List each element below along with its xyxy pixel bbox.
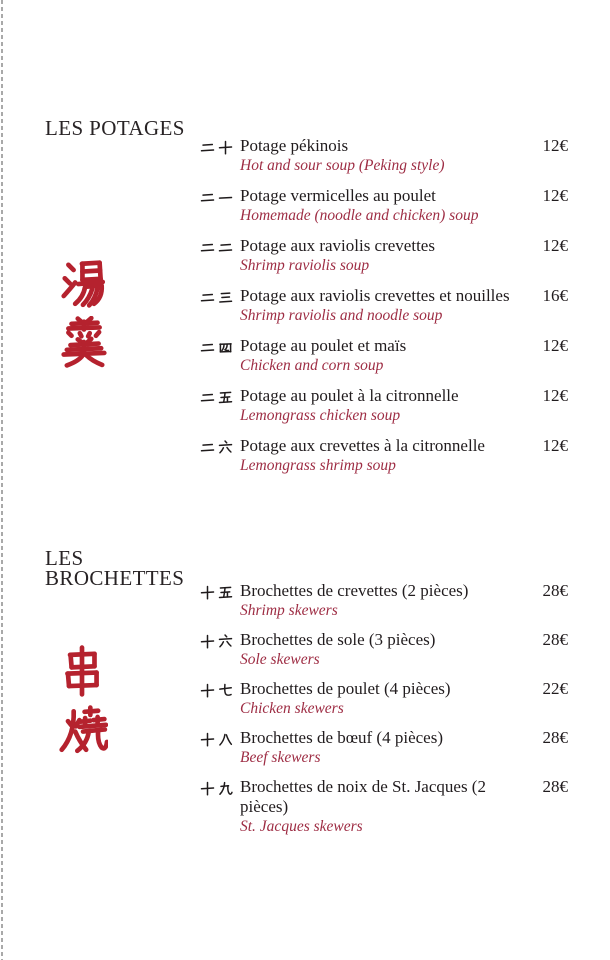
item-translation: Lemongrass chicken soup (240, 407, 401, 424)
item-number-二十 (200, 136, 240, 155)
menu-item (200, 386, 568, 436)
cjk-九-glyph (218, 781, 233, 796)
cjk-四-glyph (218, 340, 233, 355)
item-translation: Chicken and corn soup (240, 357, 384, 374)
item-name: Potage pékinois (240, 136, 349, 155)
menu-item (200, 581, 568, 630)
potages-item-list (200, 136, 568, 486)
item-main-row (200, 186, 568, 206)
cjk-五-glyph (218, 390, 233, 405)
item-price: 28€ (542, 777, 568, 796)
menu-item (200, 777, 568, 835)
item-translation: St. Jacques skewers (240, 818, 363, 835)
menu-item (200, 728, 568, 777)
cjk-六-glyph (218, 440, 233, 455)
menu-item (200, 186, 568, 236)
cjk-八-glyph (218, 732, 233, 747)
item-translation: Homemade (noodle and chicken) soup (240, 207, 479, 224)
menu-item (200, 136, 568, 186)
cjk-七-glyph (218, 683, 233, 698)
menu-item (200, 679, 568, 728)
item-price: 28€ (542, 630, 568, 649)
item-name: Brochettes de noix de St. Jacques (2 pièces) (240, 777, 486, 816)
brochettes-item-list (200, 581, 568, 835)
item-name: Brochettes de sole (3 pièces) (240, 630, 436, 649)
item-main-row (200, 777, 568, 817)
item-price: 16€ (542, 286, 568, 305)
cjk-二-glyph (200, 240, 215, 255)
item-name: Potage au poulet à la citronnelle (240, 386, 459, 405)
cjk-一-glyph (218, 190, 233, 205)
item-main-row (200, 679, 568, 699)
item-name: Brochettes de crevettes (2 pièces) (240, 581, 469, 600)
left-dashed-edge (1, 0, 3, 960)
item-number-二二 (200, 236, 240, 255)
item-price: 22€ (542, 679, 568, 698)
cjk-燒-glyph (56, 704, 108, 756)
item-number-二四 (200, 336, 240, 355)
item-translation: Chicken skewers (240, 700, 344, 717)
cjk-二-glyph (200, 340, 215, 355)
section-heading-brochettes: LES BROCHETTES (45, 546, 185, 590)
menu-item (200, 336, 568, 386)
cjk-串-glyph (56, 645, 108, 697)
skewers-calligraphy-icon (56, 645, 108, 756)
item-number-二五 (200, 386, 240, 405)
item-translation: Shrimp raviolis and noodle soup (240, 307, 443, 324)
item-price: 12€ (542, 336, 568, 355)
cjk-羹-glyph (58, 316, 110, 368)
item-main-row (200, 136, 568, 156)
section-heading-potages: LES POTAGES (45, 116, 185, 140)
cjk-十-glyph (200, 634, 215, 649)
cjk-三-glyph (218, 290, 233, 305)
item-price: 28€ (542, 728, 568, 747)
item-name: Potage au poulet et maïs (240, 336, 407, 355)
item-number-二六 (200, 436, 240, 455)
item-main-row (200, 386, 568, 406)
item-translation: Beef skewers (240, 749, 321, 766)
item-price: 12€ (542, 136, 568, 155)
cjk-二-glyph (200, 440, 215, 455)
item-number-十八 (200, 728, 240, 747)
item-translation: Sole skewers (240, 651, 320, 668)
item-name: Potage aux crevettes à la citronnelle (240, 436, 485, 455)
item-translation: Shrimp raviolis soup (240, 257, 370, 274)
cjk-二-glyph (200, 190, 215, 205)
cjk-二-glyph (200, 140, 215, 155)
item-main-row (200, 336, 568, 356)
item-main-row (200, 286, 568, 306)
item-price: 12€ (542, 386, 568, 405)
item-main-row (200, 236, 568, 256)
cjk-六-glyph (218, 634, 233, 649)
cjk-十-glyph (200, 781, 215, 796)
cjk-十-glyph (200, 683, 215, 698)
menu-item (200, 630, 568, 679)
item-translation: Lemongrass shrimp soup (240, 457, 396, 474)
cjk-十-glyph (218, 140, 233, 155)
item-number-十五 (200, 581, 240, 600)
item-main-row (200, 581, 568, 601)
menu-item (200, 436, 568, 486)
item-name: Potage vermicelles au poulet (240, 186, 436, 205)
item-name: Brochettes de bœuf (4 pièces) (240, 728, 443, 747)
item-name: Potage aux raviolis crevettes (240, 236, 435, 255)
item-translation: Hot and sour soup (Peking style) (240, 157, 445, 174)
item-number-十六 (200, 630, 240, 649)
cjk-二-glyph (218, 240, 233, 255)
cjk-十-glyph (200, 585, 215, 600)
item-main-row (200, 630, 568, 650)
item-main-row (200, 436, 568, 456)
cjk-二-glyph (200, 290, 215, 305)
item-number-十九 (200, 777, 240, 796)
cjk-湯-glyph (58, 257, 110, 309)
item-translation: Shrimp skewers (240, 602, 338, 619)
item-name: Potage aux raviolis crevettes et nouilles (240, 286, 510, 305)
soups-calligraphy-icon (58, 257, 110, 368)
cjk-十-glyph (200, 732, 215, 747)
cjk-五-glyph (218, 585, 233, 600)
item-price: 28€ (542, 581, 568, 600)
item-name: Brochettes de poulet (4 pièces) (240, 679, 451, 698)
item-price: 12€ (542, 436, 568, 455)
item-number-二一 (200, 186, 240, 205)
item-main-row (200, 728, 568, 748)
menu-item (200, 236, 568, 286)
item-number-二三 (200, 286, 240, 305)
cjk-二-glyph (200, 390, 215, 405)
item-price: 12€ (542, 186, 568, 205)
item-price: 12€ (542, 236, 568, 255)
menu-item (200, 286, 568, 336)
item-number-十七 (200, 679, 240, 698)
